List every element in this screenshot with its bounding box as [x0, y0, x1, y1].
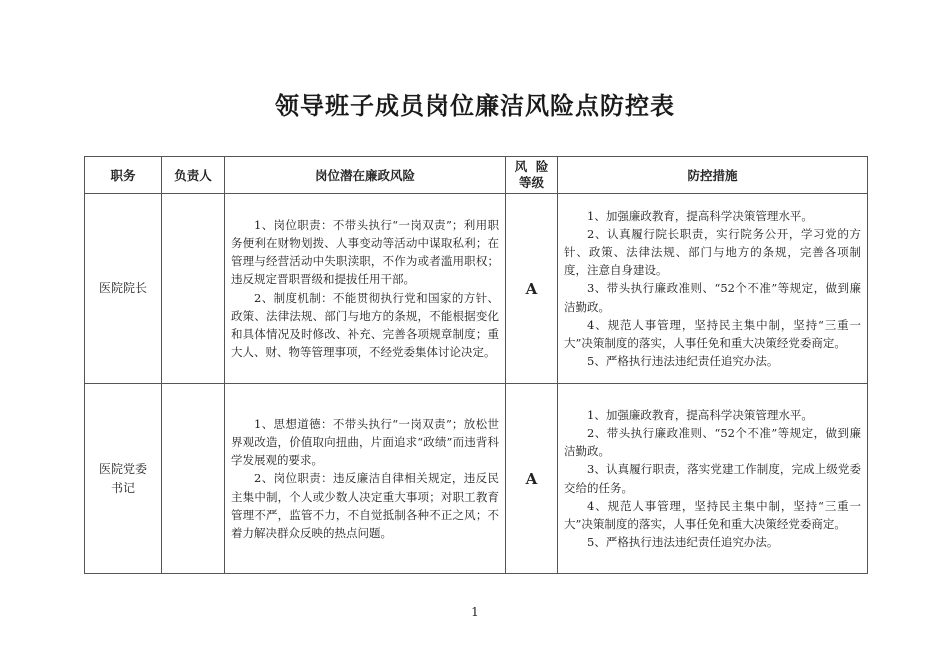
- cell-measures: [558, 384, 868, 574]
- page-title: 领导班子成员岗位廉洁风险点防控表: [275, 92, 675, 120]
- position-line: 书记: [110, 480, 135, 495]
- cell-person: [162, 194, 225, 384]
- measure-item: 3、带头执行廉政准则、“52个不准”等规定，做到廉洁勤政。: [564, 281, 861, 314]
- measure-item: 5、严格执行违法违纪责任追究办法。: [587, 354, 779, 369]
- measure-item: 4、规范人事管理，坚持民主集中制，坚持“三重一大”决策制度的落实，人事任免和重大决策经党委商定。: [564, 317, 861, 350]
- measure-item: 2、带头执行廉政准则、“52个不准”等规定，做到廉洁勤政。: [564, 425, 861, 459]
- measure-item: 1、加强廉政教育，提高科学决策管理水平。: [587, 407, 813, 422]
- header-measures: 防控措施: [558, 157, 868, 194]
- table-header-row: [85, 157, 868, 194]
- header-grade: [506, 157, 558, 194]
- header-risk: 岗位潜在廉政风险: [225, 157, 506, 194]
- cell-position: [85, 384, 162, 574]
- cell-risk: [225, 194, 506, 384]
- cell-grade: A: [506, 194, 558, 384]
- header-position: 职务: [85, 157, 162, 194]
- cell-grade: A: [506, 384, 558, 574]
- cell-position: 医院院长: [85, 194, 162, 384]
- risk-item: 2、制度机制：不能贯彻执行党和国家的方针、政策、法律法规、部门与地方的条规，不能根据变化和具体情况及时修改、补充、完善各项规章制度；重大人、财、物等管理事项，不经党委集体讨论决定。: [231, 290, 499, 360]
- cell-risk: [225, 384, 506, 574]
- measure-item: 2、认真履行院长职责，实行院务公开，学习党的方针、政策、法律法规、部门与地方的条规，完善各项制度，注意自身建设。: [564, 226, 861, 278]
- risk-control-table: [84, 156, 868, 574]
- page-number: 1: [471, 605, 479, 619]
- position-line: 医院党委: [98, 461, 147, 476]
- header-grade-line2: 等级: [518, 175, 544, 190]
- table-row: [85, 384, 868, 574]
- header-grade-line1: 风 险: [514, 159, 549, 174]
- measure-item: 1、加强廉政教育，提高科学决策管理水平。: [587, 208, 813, 223]
- measure-item: 3、认真履行职责，落实党建工作制度，完成上级党委交给的任务。: [564, 462, 861, 495]
- header-person: 负责人: [162, 157, 225, 194]
- table-row: [85, 194, 868, 384]
- risk-item: 1、岗位职责：不带头执行“一岗双责”；利用职务便利在财物划拨、人事变动等活动中谋取私利；在管理与经营活动中失职渎职，不作为或者滥用职权；违反规定晋职晋级和提拔任用干部。: [231, 217, 499, 287]
- measure-item: 4、规范人事管理，坚持民主集中制，坚持“三重一大”决策制度的落实，人事任免和重大决策经党委商定。: [564, 498, 861, 531]
- risk-item: 1、思想道德：不带头执行“一岗双责”；放松世界观改造，价值取向扭曲，片面追求“政绩”而违背科学发展观的要求。: [231, 416, 499, 468]
- cell-measures: [558, 194, 868, 384]
- measure-item: 5、严格执行违法违纪责任追究办法。: [587, 535, 779, 550]
- risk-item: 2、岗位职责：违反廉洁自律相关规定，违反民主集中制，个人或少数人决定重大事项；对职工教育管理不严，监管不力，不自觉抵制各种不正之风；不着力解决群众反映的热点问题。: [231, 471, 499, 540]
- cell-person: [162, 384, 225, 574]
